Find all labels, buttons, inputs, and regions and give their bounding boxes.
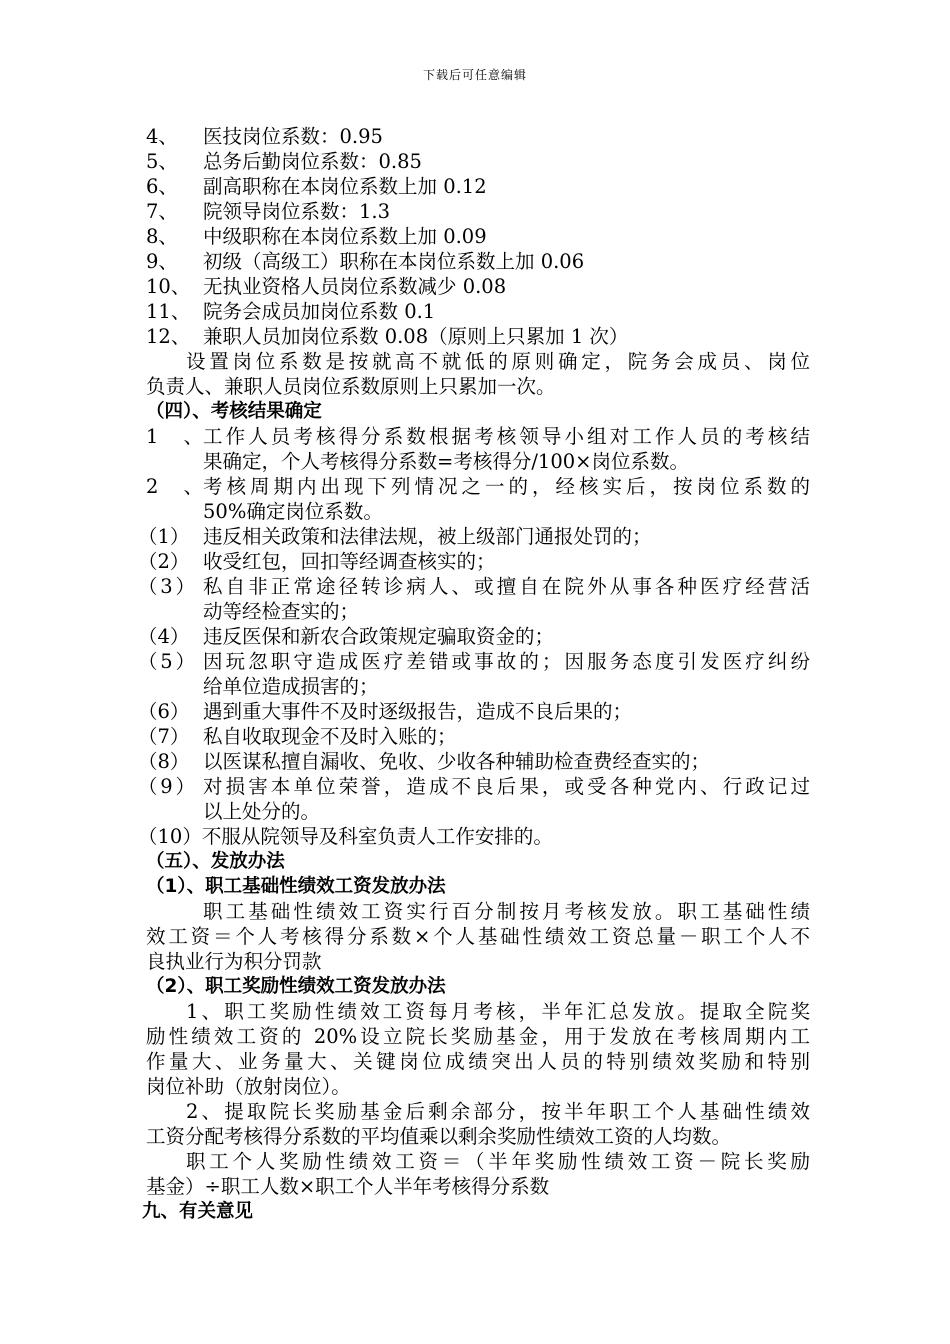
paragraph-line: 职工个人奖励性绩效工资＝（半年奖励性绩效工资－院长奖励 (186, 1150, 810, 1173)
item-number: （4） (138, 625, 190, 648)
item-text: 私自收取现金不及时入账的； (203, 725, 457, 748)
paragraph-line: 1、职工奖励性绩效工资每月考核，半年汇总发放。提取全院奖 (186, 1000, 810, 1023)
paragraph-line: 励性绩效工资的 20%设立院长奖励基金，用于发放在考核周期内工 (146, 1025, 810, 1048)
section-heading-5: （五）、发放办法 (146, 851, 285, 872)
item-text: 果确定，个人考核得分系数=考核得分/100×岗位系数。 (203, 450, 689, 473)
subsection-heading-1: （1）、职工基础性绩效工资发放办法 (146, 876, 446, 897)
item-number: 4、 (146, 125, 178, 148)
list-item (146, 324, 810, 349)
list-item (146, 474, 810, 524)
item-number: 11、 (146, 300, 191, 323)
list-item (138, 749, 810, 774)
item-number: 10、 (146, 275, 191, 298)
paragraph-line: 2、提取院长奖励基金后剩余部分，按半年职工个人基础性绩效 (186, 1100, 810, 1123)
item-text: 因玩忽职守造成医疗差错或事故的；因服务态度引发医疗纠纷 (203, 650, 810, 673)
item-text: 院领导岗位系数：1.3 (203, 200, 391, 223)
paragraph-line: 基金）÷职工人数×职工个人半年考核得分系数 (146, 1175, 550, 1198)
item-text: 收受红包，回扣等经调查核实的； (203, 550, 496, 573)
document-body (138, 124, 810, 1224)
list-item (138, 524, 810, 549)
list-item (146, 199, 810, 224)
item-number: （10） (138, 825, 202, 848)
item-number: （1） (138, 525, 190, 548)
list-item (146, 224, 810, 249)
violation-list (138, 524, 810, 849)
page-header-note: 下载后可任意编辑 (422, 68, 527, 82)
item-text: 院务会成员加岗位系数 0.1 (203, 300, 436, 323)
item-text: 对损害本单位荣誉，造成不良后果，或受各种党内、行政记过 (203, 775, 810, 798)
paragraph-line: 良执业行为积分罚款 (146, 950, 322, 973)
list-item (138, 549, 810, 574)
item-text: 总务后勤岗位系数：0.85 (203, 150, 422, 173)
item-number: 12、 (146, 325, 191, 348)
item-number: （9） (138, 775, 195, 798)
item-text: 给单位造成损害的； (203, 675, 379, 698)
paragraph-line: 职工基础性绩效工资实行百分制按月考核发放。职工基础性绩 (203, 900, 810, 923)
item-number: 5、 (146, 150, 178, 173)
item-text: 兼职人员加岗位系数 0.08（原则上只累加 1 次） (203, 325, 629, 348)
base-pay-paragraph (146, 899, 810, 974)
subsection-heading-2: （2）、职工奖励性绩效工资发放办法 (146, 976, 446, 997)
item-text: 私自非正常途径转诊病人、或擅自在院外从事各种医疗经营活 (203, 575, 810, 598)
item-number: 6、 (146, 175, 178, 198)
item-number: （5） (138, 650, 195, 673)
item-number: （3） (138, 575, 195, 598)
item-number: （8） (138, 750, 190, 773)
item-number: 8、 (146, 225, 178, 248)
list-item (138, 724, 810, 749)
list-item (146, 124, 810, 149)
paragraph-line: 作量大、业务量大、关键岗位成绩突出人员的特别绩效奖励和特别 (146, 1050, 810, 1073)
item-text: 违反相关政策和法律法规，被上级部门通报处罚的； (203, 525, 652, 548)
section-heading-4: （四）、考核结果确定 (146, 401, 322, 422)
item-number: （6） (138, 700, 190, 723)
list-item (146, 174, 810, 199)
item-number: 1、 (146, 425, 203, 448)
item-text: 无执业资格人员岗位系数减少 0.08 (203, 275, 507, 298)
principle-paragraph (146, 349, 810, 399)
list-item (138, 699, 810, 724)
bonus-paragraph-1 (146, 999, 810, 1099)
list-item (138, 774, 810, 824)
list-item (138, 624, 810, 649)
list-item (138, 824, 810, 849)
bonus-paragraph-2 (146, 1099, 810, 1149)
item-text: 动等经检查实的； (203, 600, 360, 623)
item-number: 7、 (146, 200, 178, 223)
item-text: 遇到重大事件不及时逐级报告，造成不良后果的； (203, 700, 633, 723)
section-heading-9: 九、有关意见 (142, 1201, 254, 1222)
paragraph-line: 设置岗位系数是按就高不就低的原则确定，院务会成员、岗位 (186, 350, 810, 373)
item-text: 违反医保和新农合政策规定骗取资金的； (203, 625, 555, 648)
list-item (138, 649, 810, 699)
list-item (146, 299, 810, 324)
item-text: 副高职称在本岗位系数上加 0.12 (203, 175, 487, 198)
list-item (138, 574, 810, 624)
item-text: 以上处分的。 (203, 800, 321, 823)
paragraph-line: 效工资＝个人考核得分系数×个人基础性绩效工资总量－职工个人不 (146, 925, 810, 948)
item-number: 2、 (146, 475, 203, 498)
list-item (146, 274, 810, 299)
item-number: 9、 (146, 250, 178, 273)
bonus-formula-paragraph (146, 1149, 810, 1199)
item-text: 不服从院领导及科室负责人工作安排的。 (201, 825, 553, 848)
paragraph-line: 岗位补助（放射岗位）。 (146, 1075, 351, 1098)
item-text: 以医谋私擅自漏收、免收、少收各种辅助检查费经查实的； (203, 750, 711, 773)
paragraph-line: 负责人、兼职人员岗位系数原则上只累加一次。 (146, 375, 556, 398)
coefficient-list (146, 124, 810, 349)
item-text: 考核周期内出现下列情况之一的，经核实后，按岗位系数的 (203, 475, 810, 498)
list-item (146, 424, 810, 474)
item-number: （2） (138, 550, 190, 573)
item-text: 初级（高级工）职称在本岗位系数上加 0.06 (203, 250, 585, 273)
list-item (146, 249, 810, 274)
paragraph-line: 工资分配考核得分系数的平均值乘以剩余奖励性绩效工资的人均数。 (146, 1125, 732, 1148)
item-text: 中级职称在本岗位系数上加 0.09 (203, 225, 487, 248)
item-text: 工作人员考核得分系数根据考核领导小组对工作人员的考核结 (203, 425, 810, 448)
item-number: （7） (138, 725, 190, 748)
list-item (146, 149, 810, 174)
item-text: 医技岗位系数：0.95 (203, 125, 383, 148)
item-text: 50%确定岗位系数。 (203, 500, 383, 523)
